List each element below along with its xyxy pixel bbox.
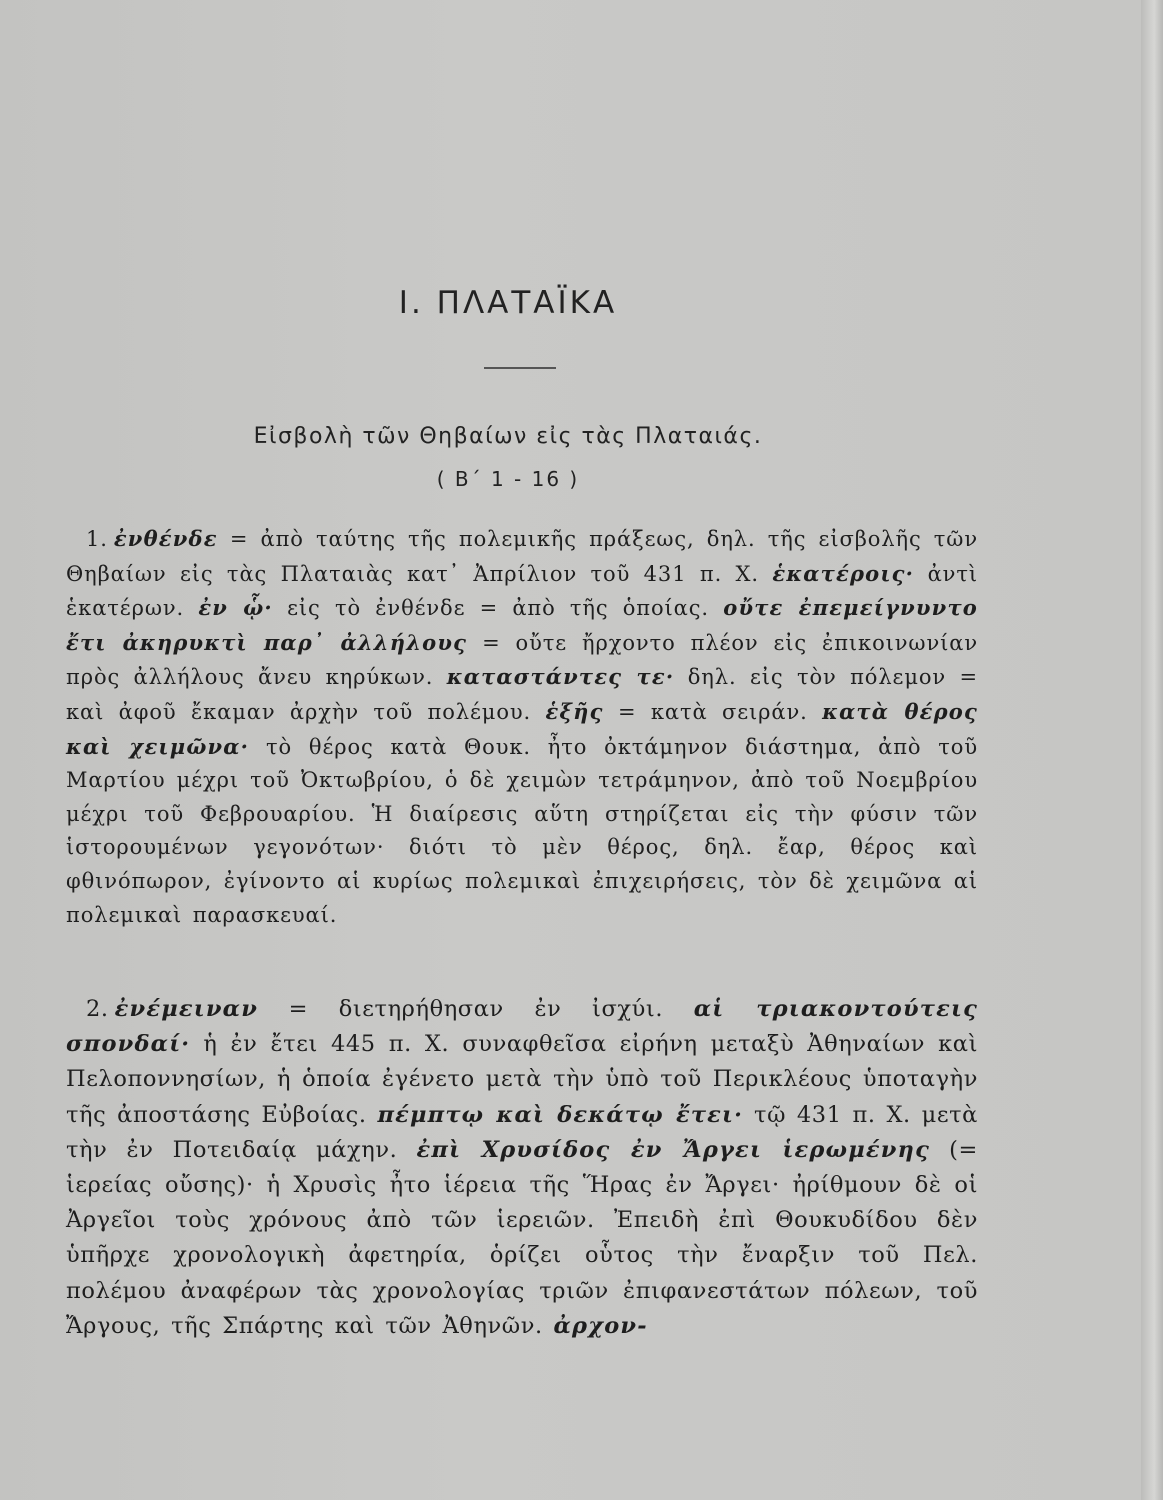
- lemma: ἑκατέροις·: [772, 560, 915, 586]
- lemma: οὔτε ἐπεμείγνυντο ἔτι ἀκηρυκτὶ παρ᾽ ἀλλήλους: [66, 595, 978, 655]
- gloss: εἰς τὸ ἐνθένδε = ἀπὸ τῆς ὁποίας.: [272, 596, 724, 621]
- gloss: (= ἱερείας οὔσης)· ἡ Χρυσὶς ἦτο ἱέρεια τῆς Ἥρας ἐν Ἄργει· ἠρίθμουν δὲ οἱ Ἀργεῖοι τοὺς χρόνους ἀπὸ τῶν ἱερειῶν. Ἐπειδὴ ἐπὶ Θουκυδίδου δὲν ὑπῆρχε χρονολογικὴ ἀφετηρία, ὁρίζει οὗτος τὴν ἔναρξιν τοῦ Πελ. πολέμου ἀναφέρων τὰς χρονολογίας τριῶν ἐπιφανεστάτων πόλεων, τοῦ Ἄργους, τῆς Σπάρτης καὶ τῶν Ἀθηνῶν.: [66, 1136, 978, 1339]
- lemma: ἐν ᾧ·: [198, 595, 273, 621]
- note-number: 2.: [86, 996, 109, 1022]
- gloss: = οὔτε ἤρχοντο πλέον εἰς ἐπικοινωνίαν πρὸς ἀλλήλους ἄνευ κηρύκων.: [66, 630, 978, 690]
- gloss: ἡ ἐν ἔτει 445 π. Χ. συναφθεῖσα εἰρήνη μεταξὺ Ἀθηναίων καὶ Πελοποννησίων, ἡ ὁποία ἐγένετο μετὰ τὴν ὑπὸ τοῦ Περικλέους ὑποταγὴν τῆς ἀποστάσης Εὐβοίας.: [66, 1031, 978, 1128]
- gloss: τὸ θέρος κατὰ Θουκ. ἦτο ὀκτάμηνον διάστημα, ἀπὸ τοῦ Μαρτίου μέχρι τοῦ Ὀκτωβρίου, ὁ δὲ χειμὼν τετράμηνον, ἀπὸ τοῦ Νοεμβρίου μέχρι τοῦ Φεβρουαρίου. Ἡ διαίρεσις αὕτη στηρίζεται εἰς τὴν φύσιν τῶν ἱστορουμένων γεγονότων· διότι τὸ μὲν θέρος, δηλ. ἔαρ, θέρος καὶ φθινόπωρον, ἐγίνοντο αἱ κυρίως πολεμικαὶ ἐπιχειρήσεις, τὸν δὲ χειμῶνα αἱ πολεμικαὶ παρασκευαί.: [66, 734, 978, 927]
- lemma: ἐνθένδε: [113, 526, 218, 551]
- title-rule: [484, 367, 556, 369]
- gloss: δηλ. εἰς τὸν πόλεμον = καὶ ἀφοῦ ἔκαμαν ἀρχὴν τοῦ πολέμου.: [66, 665, 978, 724]
- lemma: ἀρχον-: [553, 1312, 648, 1339]
- lemma: ἐπὶ Χρυσίδος ἐν Ἄργει ἱερωμένης: [416, 1136, 931, 1163]
- page-edge: [1141, 0, 1163, 1500]
- section-reference: ( Β΄ 1 - 16 ): [436, 467, 580, 491]
- note-number: 1.: [86, 527, 108, 551]
- section-heading: Εἰσβολὴ τῶν Θηβαίων εἰς τὰς Πλαταιάς.: [253, 424, 763, 449]
- lemma: ἐνέμειναν: [114, 996, 259, 1022]
- gloss: = διετηρήθησαν ἐν ἰσχύι.: [258, 996, 694, 1022]
- chapter-title: Ι. ΠΛΑΤΑΪΚΑ: [398, 285, 618, 321]
- lemma: αἱ τριακοντούτεις σπονδαί·: [66, 996, 978, 1058]
- commentary-note-1: [66, 522, 978, 932]
- gloss: = ἀπὸ ταύτης τῆς πολεμικῆς πράξεως, δηλ. τῆς εἰσβολῆς τῶν Θηβαίων εἰς τὰς Πλαταιὰς κατ᾽ Ἀπρίλιον τοῦ 431 π. Χ.: [66, 527, 978, 586]
- lemma: ἑξῆς: [545, 698, 604, 724]
- lemma: κατὰ θέρος καὶ χειμῶνα·: [66, 698, 978, 759]
- gloss: τῷ 431 π. Χ. μετὰ τὴν ἐν Ποτειδαίᾳ μάχην.: [66, 1101, 978, 1163]
- lemma: πέμπτῳ καὶ δεκάτῳ ἔτει·: [377, 1101, 744, 1128]
- gloss: = κατὰ σειράν.: [603, 699, 823, 724]
- lemma: καταστάντες τε·: [446, 664, 675, 690]
- commentary-note-2: [66, 992, 978, 1344]
- gloss: ἀντὶ ἑκατέρων.: [66, 561, 978, 621]
